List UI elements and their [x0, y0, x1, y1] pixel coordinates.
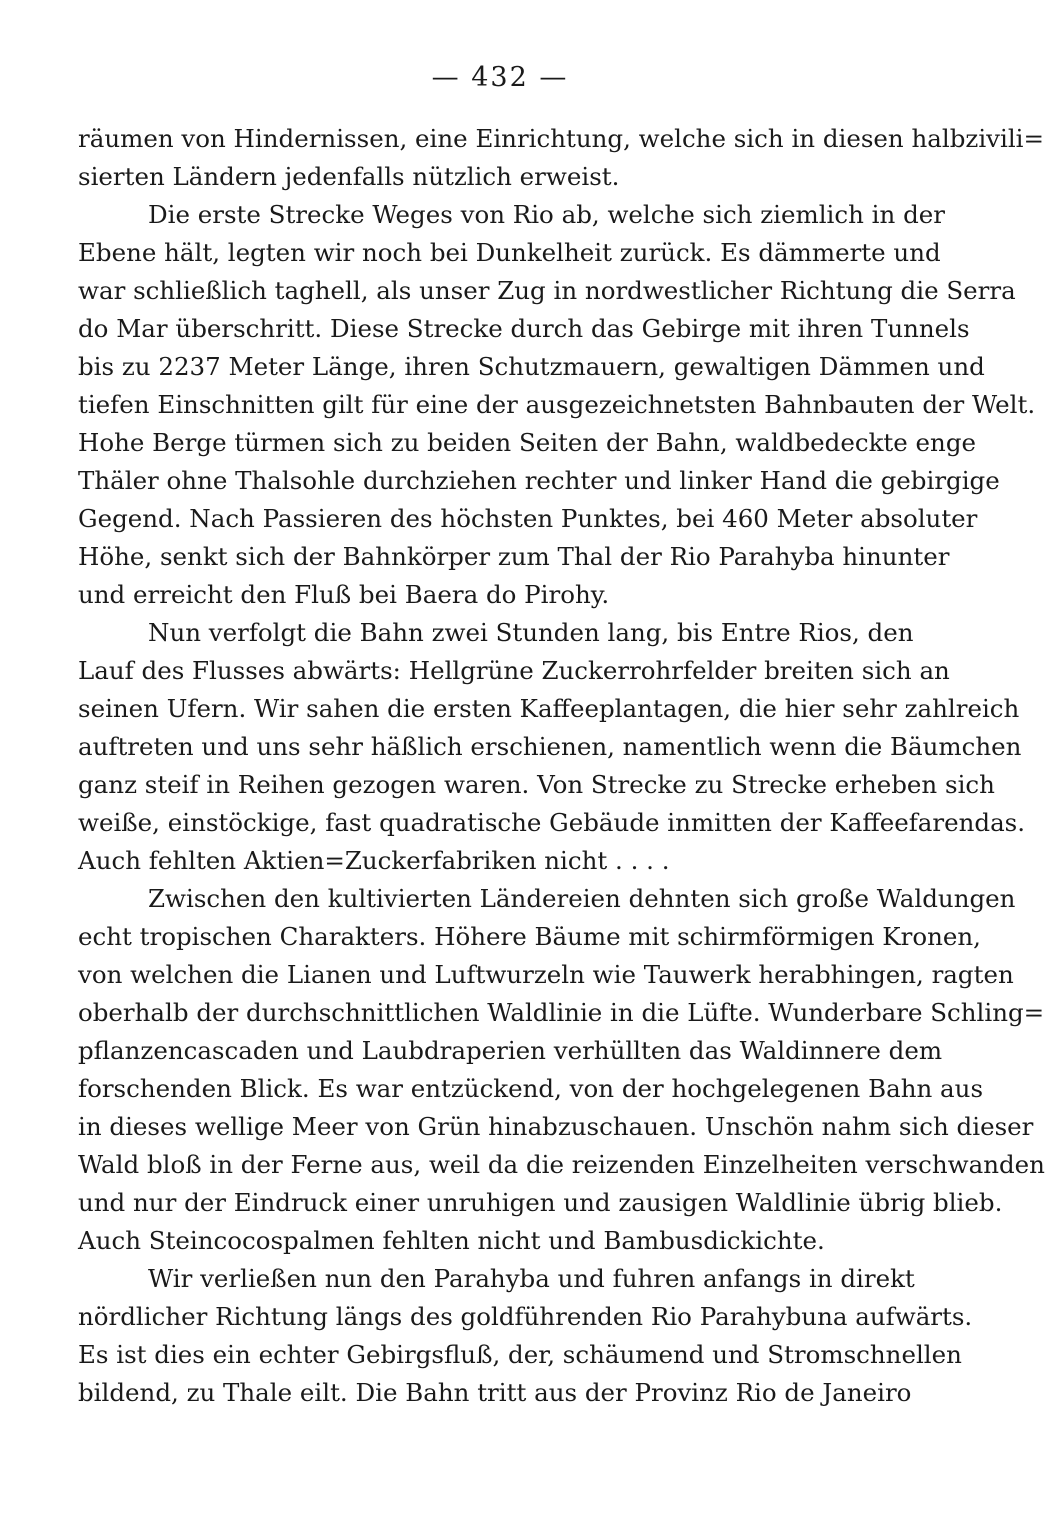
text-line: räumen von Hindernissen, eine Einrichtung, welche sich in diesen halbzivili=: [78, 124, 1045, 153]
text-line: bis zu 2237 Meter Länge, ihren Schutzmauern, gewaltigen Dämmen und: [78, 352, 985, 381]
text-line: oberhalb der durchschnittlichen Waldlinie in die Lüfte. Wunderbare Schling=: [78, 998, 1045, 1027]
text-line: in dieses wellige Meer von Grün hinabzuschauen. Unschön nahm sich dieser: [78, 1112, 1034, 1141]
text-line: weiße, einstöckige, fast quadratische Gebäude inmitten der Kaffeefarendas.: [78, 808, 1026, 837]
text-line: Wald bloß in der Ferne aus, weil da die reizenden Einzelheiten verschwanden: [78, 1150, 1045, 1179]
text-line: und erreicht den Fluß bei Baera do Pirohy.: [78, 580, 610, 609]
text-line: tiefen Einschnitten gilt für eine der ausgezeichnetsten Bahnbauten der Welt.: [78, 390, 1036, 419]
text-line: Auch Steincocospalmen fehlten nicht und Bambusdickichte.: [78, 1226, 825, 1255]
text-line: pflanzencascaden und Laubdraperien verhüllten das Waldinnere dem: [78, 1036, 943, 1065]
page-number: — 432 —: [431, 62, 569, 93]
text-line: Lauf des Flusses abwärts: Hellgrüne Zuckerrohrfelder breiten sich an: [78, 656, 950, 685]
text-line: nördlicher Richtung längs des goldführenden Rio Parahybuna aufwärts.: [78, 1302, 973, 1331]
text-line: Auch fehlten Aktien=Zuckerfabriken nicht . . . .: [78, 846, 670, 875]
text-line: und nur der Eindruck einer unruhigen und zausigen Waldlinie übrig blieb.: [78, 1188, 1003, 1217]
text-line: Höhe, senkt sich der Bahnkörper zum Thal der Rio Parahyba hinunter: [78, 542, 950, 571]
text-line: Thäler ohne Thalsohle durchziehen rechter und linker Hand die gebirgige: [78, 466, 1000, 495]
text-line: Ebene hält, legten wir noch bei Dunkelheit zurück. Es dämmerte und: [78, 238, 941, 267]
text-line: do Mar überschritt. Diese Strecke durch das Gebirge mit ihren Tunnels: [78, 314, 970, 343]
text-line: Zwischen den kultivierten Ländereien dehnten sich große Waldungen: [148, 884, 1016, 913]
text-line: Die erste Strecke Weges von Rio ab, welche sich ziemlich in der: [148, 200, 945, 229]
text-line: war schließlich taghell, als unser Zug in nordwestlicher Richtung die Serra: [78, 276, 1016, 305]
text-line: Gegend. Nach Passieren des höchsten Punktes, bei 460 Meter absoluter: [78, 504, 978, 533]
text-line: auftreten und uns sehr häßlich erschienen, namentlich wenn die Bäumchen: [78, 732, 1022, 761]
text-line: von welchen die Lianen und Luftwurzeln wie Tauwerk herabhingen, ragten: [78, 960, 1014, 989]
text-line: Hohe Berge türmen sich zu beiden Seiten der Bahn, waldbedeckte enge: [78, 428, 977, 457]
text-line: ganz steif in Reihen gezogen waren. Von Strecke zu Strecke erheben sich: [78, 770, 995, 799]
text-line: Wir verließen nun den Parahyba und fuhren anfangs in direkt: [148, 1264, 915, 1293]
text-line: forschenden Blick. Es war entzückend, von der hochgelegenen Bahn aus: [78, 1074, 984, 1103]
text-line: Es ist dies ein echter Gebirgsfluß, der, schäumend und Stromschnellen: [78, 1340, 962, 1369]
text-line: sierten Ländern jedenfalls nützlich erweist.: [78, 162, 620, 191]
text-line: Nun verfolgt die Bahn zwei Stunden lang, bis Entre Rios, den: [148, 618, 914, 647]
text-line: seinen Ufern. Wir sahen die ersten Kaffeeplantagen, die hier sehr zahlreich: [78, 694, 1020, 723]
text-line: echt tropischen Charakters. Höhere Bäume mit schirmförmigen Kronen,: [78, 922, 981, 951]
body-text: [78, 120, 1045, 1412]
text-line: bildend, zu Thale eilt. Die Bahn tritt aus der Provinz Rio de Janeiro: [78, 1378, 912, 1407]
